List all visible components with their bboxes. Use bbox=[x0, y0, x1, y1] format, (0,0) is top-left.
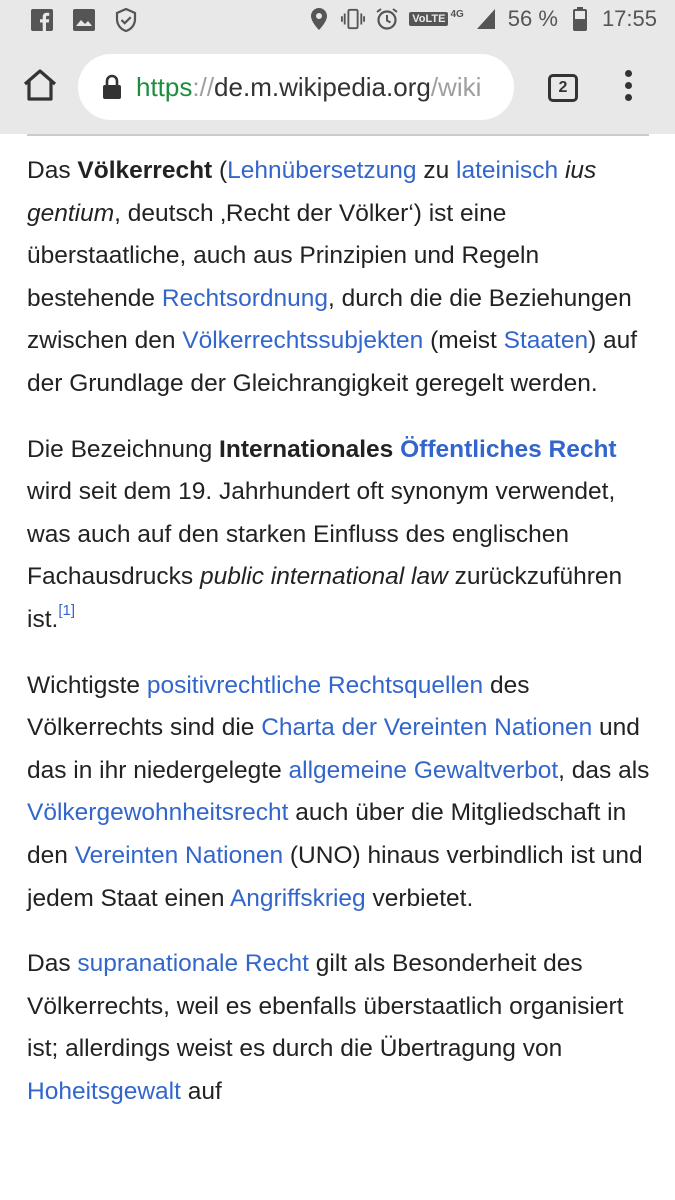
text: (UNO) hinaus verbindlich ist und jedem Staat einen bbox=[27, 841, 643, 912]
signal-icon bbox=[474, 7, 498, 31]
text: , durch die die Beziehungen zwischen den bbox=[27, 284, 632, 355]
url-separator: :// bbox=[192, 72, 215, 102]
text: gilt als Besonderheit des Völkerrechts, weil es ebenfalls überstaatlich organisiert ist; allerdings weist es durch die Übertragung von bbox=[27, 950, 624, 1063]
link-rechtsordnung[interactable]: Rechtsordnung bbox=[161, 284, 329, 312]
text: des Völkerrechts sind die bbox=[27, 671, 530, 742]
text: zurückzuführen ist. bbox=[27, 563, 623, 633]
home-button[interactable] bbox=[22, 68, 58, 104]
bold-term: Internationales bbox=[219, 435, 401, 463]
menu-dot bbox=[625, 82, 632, 89]
clock: 17:55 bbox=[601, 6, 657, 31]
facebook-icon bbox=[30, 8, 54, 32]
text: ) auf der Grundlage der Gleichrangigkeit geregelt werden. bbox=[27, 327, 638, 397]
link-supranationale-recht[interactable]: supranationale Recht bbox=[77, 950, 309, 978]
article-title-term: Völkerrecht bbox=[77, 157, 213, 184]
link-lateinisch[interactable]: lateinisch bbox=[456, 157, 559, 184]
article-content bbox=[27, 150, 655, 1136]
text: (meist bbox=[423, 327, 504, 355]
link-oeffentliches-recht[interactable]: Öffentliches Recht bbox=[400, 435, 617, 463]
text: verbietet. bbox=[365, 884, 474, 912]
text: Das bbox=[27, 157, 78, 184]
link-staaten[interactable]: Staaten bbox=[503, 327, 589, 355]
url-text bbox=[136, 70, 481, 104]
url-path: /wiki bbox=[430, 72, 482, 102]
home-icon bbox=[22, 68, 58, 102]
paragraph-4 bbox=[27, 943, 655, 1113]
shield-check-icon bbox=[114, 8, 138, 32]
alarm-icon bbox=[375, 7, 399, 31]
text: , deutsch ‚Recht der Völker‘) ist eine überstaatliche, auch aus Prinzipien und Regeln bestehende bbox=[27, 199, 540, 312]
footnote-ref-1[interactable]: [1] bbox=[58, 601, 75, 619]
url-scheme: https bbox=[136, 72, 193, 102]
menu-dot bbox=[625, 70, 632, 77]
text: ( bbox=[212, 157, 228, 184]
gallery-icon bbox=[72, 8, 96, 32]
text: Wichtigste bbox=[27, 671, 147, 699]
paragraph-1 bbox=[27, 150, 655, 406]
vibrate-icon bbox=[341, 7, 365, 31]
overflow-menu-button[interactable] bbox=[620, 70, 636, 106]
link-voelkerrechtssubjekten[interactable]: Völkerrechtssubjekten bbox=[182, 327, 424, 355]
text: auf bbox=[180, 1077, 222, 1105]
link-allgemeine-gewaltverbot[interactable]: allgemeine Gewaltverbot bbox=[288, 756, 559, 784]
italic-term: public international law bbox=[199, 563, 448, 591]
browser-toolbar bbox=[0, 42, 675, 134]
italic-term: ius gentium bbox=[27, 157, 597, 227]
menu-dot bbox=[625, 94, 632, 101]
text: auch über die Mitgliedschaft in den bbox=[27, 799, 627, 869]
notification-icons bbox=[30, 8, 138, 32]
section-divider bbox=[27, 134, 649, 136]
link-vereinten-nationen[interactable]: Vereinten Nationen bbox=[74, 841, 284, 869]
battery-percent: 56 % bbox=[507, 6, 558, 31]
volte-icon: VoLTE bbox=[409, 12, 448, 26]
text: zu bbox=[416, 157, 457, 184]
battery-icon bbox=[568, 7, 592, 31]
paragraph-3 bbox=[27, 665, 655, 921]
text: , das als bbox=[558, 756, 650, 784]
url-host: de.m.wikipedia.org bbox=[214, 72, 431, 102]
tab-switcher-button[interactable]: 2 bbox=[548, 74, 578, 102]
link-lehnuebersetzung[interactable]: Lehnübersetzung bbox=[227, 157, 417, 184]
url-bar[interactable] bbox=[78, 54, 514, 120]
link-voelkergewohnheitsrecht[interactable]: Völkergewohnheitsrecht bbox=[27, 799, 289, 827]
link-positivrechtliche-rechtsquellen[interactable]: positivrechtliche Rechtsquellen bbox=[146, 671, 484, 699]
text bbox=[558, 157, 565, 184]
text: und das in ihr niedergelegte bbox=[27, 714, 640, 784]
lock-icon bbox=[102, 74, 122, 100]
network-type-label: 4G bbox=[450, 8, 464, 20]
link-angriffskrieg[interactable]: Angriffskrieg bbox=[229, 884, 366, 912]
link-charta-der-vereinten-nationen[interactable]: Charta der Vereinten Nationen bbox=[261, 714, 593, 742]
text: Die Bezeichnung bbox=[27, 435, 220, 463]
text: wird seit dem 19. Jahrhundert oft synonym verwendet, was auch auf den starken Einfluss des englischen Fachausdrucks bbox=[27, 478, 616, 591]
paragraph-2 bbox=[27, 429, 655, 642]
location-icon bbox=[307, 7, 331, 31]
system-icons bbox=[307, 6, 657, 32]
status-bar bbox=[0, 0, 675, 42]
text: Das bbox=[27, 950, 78, 978]
link-hoheitsgewalt[interactable]: Hoheitsgewalt bbox=[27, 1077, 181, 1105]
